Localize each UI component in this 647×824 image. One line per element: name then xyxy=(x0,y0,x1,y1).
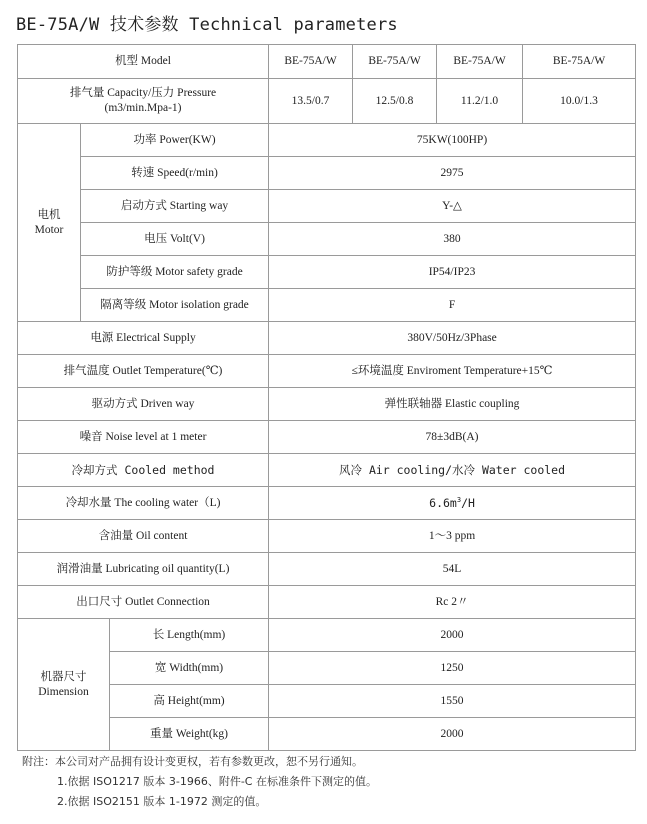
dimension-group-cn: 机器尺寸 xyxy=(40,670,87,683)
width-value: 1250 xyxy=(269,652,636,685)
page-title: BE-75A/W 技术参数 Technical parameters xyxy=(16,15,398,35)
driven-way-value: 弹性联轴器 Elastic coupling xyxy=(269,388,636,421)
cooling-water-label: 冷却水量 The cooling water（L) xyxy=(18,487,269,520)
cooled-method-label: 冷却方式 Cooled method xyxy=(18,454,269,487)
table-row xyxy=(18,124,636,157)
noise-label: 噪音 Noise level at 1 meter xyxy=(18,421,269,454)
width-label: 宽 Width(mm) xyxy=(110,652,269,685)
table-row xyxy=(18,256,636,289)
motor-isolation-value: F xyxy=(269,289,636,322)
oil-content-value: 1～3 ppm xyxy=(269,520,636,553)
weight-label: 重量 Weight(kg) xyxy=(110,718,269,751)
table-row xyxy=(18,190,636,223)
motor-safety-value: IP54/IP23 xyxy=(269,256,636,289)
table-row xyxy=(18,157,636,190)
footnote-disclaimer: 附注：本公司对产品拥有设计变更权，若有参数更改，恕不另行通知。 xyxy=(22,755,363,768)
cooling-water-exponent: 3 xyxy=(456,495,462,504)
table-row xyxy=(18,487,636,520)
capacity-label-line2: (m3/min.Mpa-1) xyxy=(104,102,182,114)
motor-start-value: Y-△ xyxy=(269,190,636,223)
capacity-label xyxy=(18,79,269,124)
motor-group-cn: 电机 xyxy=(37,208,61,221)
table-row xyxy=(18,223,636,256)
cooling-water-number: 6.6m xyxy=(429,495,457,510)
table-row xyxy=(18,454,636,487)
motor-group-en: Motor xyxy=(34,223,64,236)
supply-value: 380V/50Hz/3Phase xyxy=(269,322,636,355)
driven-way-label: 驱动方式 Driven way xyxy=(18,388,269,421)
capacity-value: 12.5/0.8 xyxy=(353,79,437,124)
supply-label: 电源 Electrical Supply xyxy=(18,322,269,355)
capacity-value: 10.0/1.3 xyxy=(523,79,636,124)
noise-value: 78±3dB(A) xyxy=(269,421,636,454)
footnote-1: 1.依据 ISO1217 版本 3-1966、附件-C 在标准条件下测定的值。 xyxy=(57,775,377,788)
lubricating-oil-label: 润滑油量 Lubricating oil quantity(L) xyxy=(18,553,269,586)
motor-volt-value: 380 xyxy=(269,223,636,256)
length-label: 长 Length(mm) xyxy=(110,619,269,652)
table-row xyxy=(18,718,636,751)
table-row xyxy=(18,586,636,619)
dimension-group-en: Dimension xyxy=(38,685,89,698)
table-row xyxy=(18,45,636,79)
table-row xyxy=(18,421,636,454)
table-row xyxy=(18,79,636,124)
capacity-value: 11.2/1.0 xyxy=(437,79,523,124)
weight-value: 2000 xyxy=(269,718,636,751)
outlet-temp-label: 排气温度 Outlet Temperature(℃) xyxy=(18,355,269,388)
cooling-water-value xyxy=(269,487,636,520)
length-value: 2000 xyxy=(269,619,636,652)
motor-group-label xyxy=(18,124,81,322)
motor-start-label: 启动方式 Starting way xyxy=(81,190,269,223)
outlet-connection-value: Rc 2〃 xyxy=(269,586,636,619)
cooled-method-value: 风冷 Air cooling/水冷 Water cooled xyxy=(269,454,636,487)
footnotes xyxy=(22,752,377,812)
capacity-label-line1: 排气量 Capacity/压力 Pressure xyxy=(69,87,217,100)
oil-content-label: 含油量 Oil content xyxy=(18,520,269,553)
outlet-temp-value: ≤环境温度 Enviroment Temperature+15℃ xyxy=(269,355,636,388)
model-name: BE-75A/W xyxy=(269,45,353,79)
model-name: BE-75A/W xyxy=(437,45,523,79)
table-row xyxy=(18,652,636,685)
table-row xyxy=(18,685,636,718)
height-label: 高 Height(mm) xyxy=(110,685,269,718)
motor-isolation-label: 隔离等级 Motor isolation grade xyxy=(81,289,269,322)
cooling-water-unit: /H xyxy=(461,495,475,510)
table-row xyxy=(18,553,636,586)
motor-speed-label: 转速 Speed(r/min) xyxy=(81,157,269,190)
model-name: BE-75A/W xyxy=(523,45,636,79)
motor-speed-value: 2975 xyxy=(269,157,636,190)
motor-volt-label: 电压 Volt(V) xyxy=(81,223,269,256)
motor-power-label: 功率 Power(KW) xyxy=(81,124,269,157)
height-value: 1550 xyxy=(269,685,636,718)
motor-safety-label: 防护等级 Motor safety grade xyxy=(81,256,269,289)
dimension-group-label xyxy=(18,619,110,751)
table-row xyxy=(18,322,636,355)
table-row xyxy=(18,520,636,553)
table-row xyxy=(18,388,636,421)
capacity-value: 13.5/0.7 xyxy=(269,79,353,124)
lubricating-oil-value: 54L xyxy=(269,553,636,586)
model-label: 机型 Model xyxy=(18,45,269,79)
footnote-2: 2.依据 ISO2151 版本 1-1972 测定的值。 xyxy=(57,795,267,808)
table-row xyxy=(18,355,636,388)
spec-table xyxy=(17,44,636,751)
table-row xyxy=(18,289,636,322)
table-row xyxy=(18,619,636,652)
model-name: BE-75A/W xyxy=(353,45,437,79)
motor-power-value: 75KW(100HP) xyxy=(269,124,636,157)
outlet-connection-label: 出口尺寸 Outlet Connection xyxy=(18,586,269,619)
